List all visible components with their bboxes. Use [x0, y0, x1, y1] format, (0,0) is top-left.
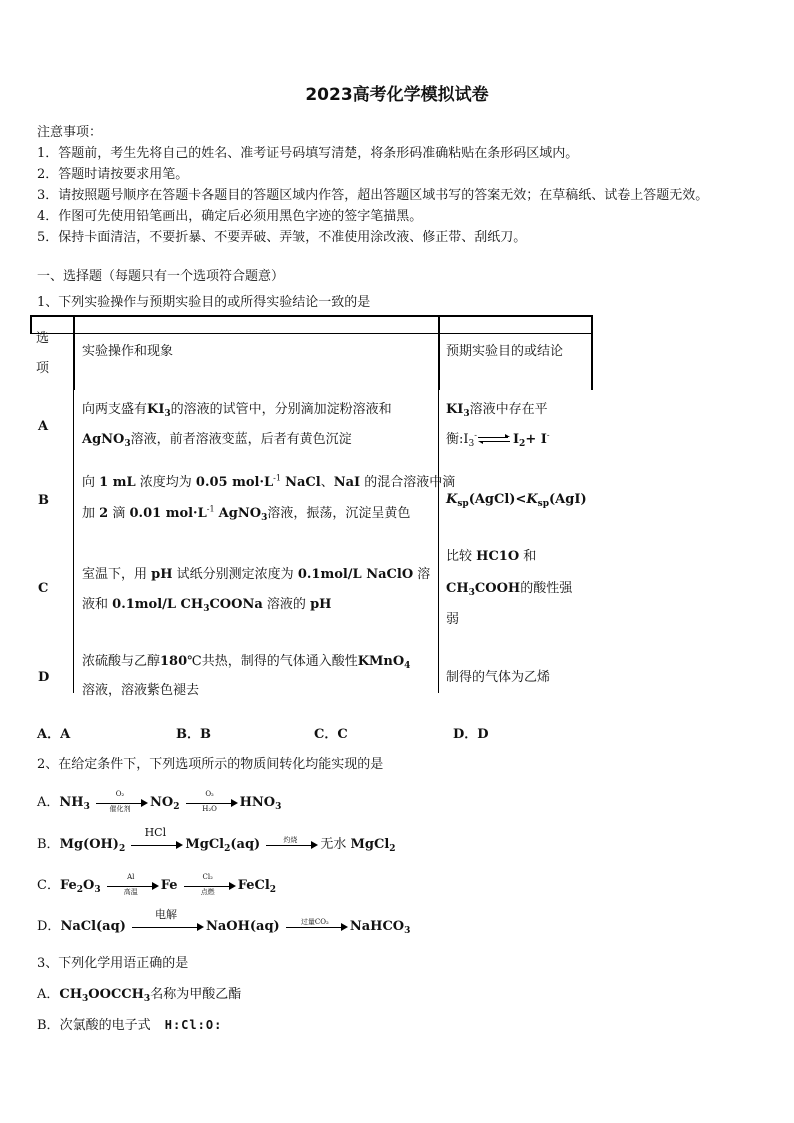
question-1-stem: 1、下列实验操作与预期实验目的或所得实验结论一致的是 — [37, 295, 371, 310]
reaction-arrow-icon: HCl — [131, 838, 183, 852]
row-b-operation-line1: 向 1 mL 浓度均为 0.05 $mol\cdot L^{-1}$ NaCl、NaI 的混合溶液中滴 — [82, 473, 456, 490]
table-header-option-1: 选 — [36, 331, 50, 346]
row-c-operation-line2: 液和 0.1mol/L $CH_3COONa$ 溶液的 pH — [82, 597, 332, 614]
q1-option-b[interactable]: B．B — [176, 727, 211, 742]
reaction-arrow-icon: 电解 — [132, 920, 204, 934]
q1-option-c[interactable]: C．C — [314, 727, 348, 742]
q1-option-a[interactable]: A．A — [37, 727, 71, 742]
question-2-stem: 2、在给定条件下，下列选项所示的物质间转化均能实现的是 — [37, 757, 384, 772]
row-b-operation-line2: 加 2 滴 0.01 $mol\cdot L^{-1}$ AgNO$_3$溶液，振荡，沉淀呈黄色 — [82, 504, 411, 523]
q2-option-a[interactable]: A．$NH_3$ O₂ 催化剂 $NO_2$ $\frac{\text{O₂}}{\text{H₂O}}$ $HNO_3$ — [37, 789, 282, 813]
notice-item: 1．答题前，考生先将自己的姓名、准考证号码填写清楚，将条形码准确粘贴在条形码区域内。 — [37, 146, 579, 161]
q3-option-a[interactable]: A．$CH_3OOCCH_3$名称为甲酸乙酯 — [37, 987, 242, 1004]
row-c-operation-line1: 室温下，用 pH 试纸分别测定浓度为 0.1mol/L NaClO 溶 — [82, 567, 431, 582]
row-label-b: B — [38, 493, 49, 508]
table-header-conclusion: 预期实验目的或结论 — [446, 344, 564, 359]
reaction-arrow-icon: $\frac{\text{O₂}}{\text{H₂O}}$ — [186, 796, 238, 810]
table-header-option-2: 项 — [36, 361, 50, 376]
row-a-operation-line2: AgNO$_3$溶液，前者溶液变蓝，后者有黄色沉淀 — [82, 432, 352, 449]
row-d-operation-line1: 浓硫酸与乙醇180℃共热，制得的气体通入酸性KMnO$_4$ — [82, 654, 411, 671]
question-3-stem: 3、下列化学用语正确的是 — [37, 956, 189, 971]
row-label-c: C — [38, 581, 49, 596]
row-a-operation-line1: 向两支盛有$KI_3$的溶液的试管中，分别滴加淀粉溶液和 — [82, 402, 392, 419]
reaction-arrow-icon: O₂ 催化剂 — [96, 796, 148, 810]
q3-option-b[interactable]: B．次氯酸的电子式 H:Cl:O: — [37, 1018, 223, 1033]
row-label-a: A — [38, 419, 49, 434]
q2-option-d[interactable]: D．NaCl(aq) 电解 NaOH(aq) 过量CO₂ NaHCO$_3$ — [37, 907, 411, 936]
reaction-arrow-icon: 灼烧 — [266, 838, 318, 852]
page-title: 2023高考化学模拟试卷 — [305, 85, 489, 105]
row-a-conclusion-line1: $KI_3$溶液中存在平 — [446, 402, 548, 419]
equilibrium-arrow-icon — [478, 434, 512, 446]
row-label-d: D — [38, 670, 50, 685]
question-1-table — [30, 315, 593, 698]
row-a-conclusion-line2: 衡$:I_3^-$ $I_2+ I^-$ — [446, 430, 550, 449]
notice-item: 4．作图可先使用铅笔画出，确定后必须用黑色字迹的签字笔描黑。 — [37, 209, 423, 224]
row-d-conclusion: 制得的气体为乙烯 — [446, 670, 551, 685]
row-b-conclusion: $K_{sp}(AgCl)<K_{sp}(AgI)$ — [446, 492, 587, 509]
reaction-arrow-icon: Al 高温 — [107, 879, 159, 893]
notice-heading: 注意事项： — [37, 125, 103, 140]
notice-item: 3．请按照题号顺序在答题卡各题目的答题区域内作答，超出答题区域书写的答案无效；在草稿纸、试卷上答题无效。 — [37, 188, 709, 203]
row-c-conclusion-line2: $CH_3COOH$的酸性强 — [446, 581, 573, 598]
row-c-conclusion-line3: 弱 — [446, 612, 460, 627]
notice-item: 2．答题时请按要求用笔。 — [37, 167, 189, 182]
reaction-arrow-icon: 过量CO₂ — [286, 920, 348, 934]
q2-option-b[interactable]: B．$Mg(OH)_2$ HCl MgCl$_2$(aq) 灼烧 无水 MgCl$_2$ — [37, 825, 396, 854]
electron-formula: H:Cl:O: — [164, 1018, 223, 1032]
q1-option-d[interactable]: D．D — [453, 727, 489, 742]
q2-option-c[interactable]: C．$Fe_2O_3$ Al 高温 Fe Cl₂ 点燃 FeCl$_2$ — [37, 872, 277, 896]
reaction-arrow-icon: Cl₂ 点燃 — [184, 879, 236, 893]
notice-item: 5．保持卡面清洁，不要折暴、不要弄破、弄皱，不准使用涂改液、修正带、刮纸刀。 — [37, 230, 527, 245]
row-c-conclusion-line1: 比较 HC1O 和 — [446, 549, 537, 564]
section-heading: 一、选择题（每题只有一个选项符合题意） — [37, 269, 285, 284]
table-header-operation: 实验操作和现象 — [82, 344, 174, 359]
row-d-operation-line2: 溶液，溶液紫色褪去 — [82, 683, 200, 698]
